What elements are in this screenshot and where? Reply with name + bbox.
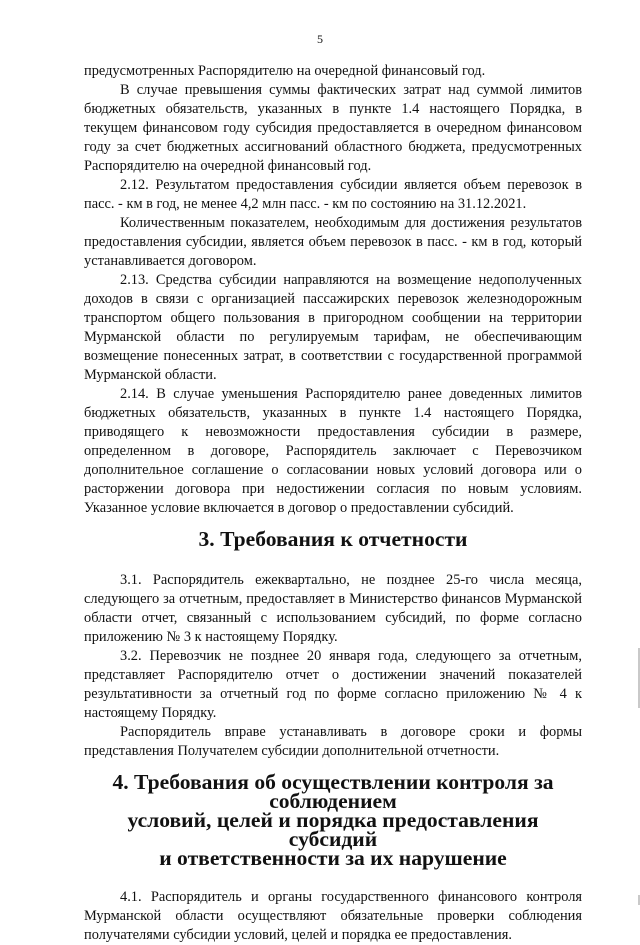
heading-line: условий, целей и порядка предоставления субсидий bbox=[127, 808, 539, 851]
heading-line: 4. Требования об осуществлении контроля за соблюдением bbox=[112, 770, 554, 813]
paragraph-2-12: 2.12. Результатом предоставления субсидии является объем перевозок в пасс. - км в год, не менее 4,2 млн пасс. - км по состоянию на 31.12.2021. bbox=[84, 177, 582, 212]
paragraph-3-2: 3.2. Перевозчик не позднее 20 января года, следующего за отчетным, представляет Распорядителю отчет о достижении значений показателей результативности за отчетный год по форме согласно приложению № 4 к настоящему Порядку. bbox=[84, 648, 582, 721]
page-number: 5 bbox=[317, 32, 323, 46]
heading-line: и ответственности за их нарушение bbox=[159, 846, 507, 870]
paragraph: Количественным показателем, необходимым для достижения результатов предоставления субсидии, является объем перевозок в пасс. - км в год, который устанавливается договором. bbox=[84, 215, 582, 269]
section-2-continuation bbox=[84, 62, 582, 518]
section-heading-3: 3. Требования к отчетности bbox=[198, 527, 468, 551]
section-4 bbox=[84, 888, 582, 945]
paragraph-4-1: 4.1. Распорядитель и органы государственного финансового контроля Мурманской области осуществляют обязательные проверки соблюдения получателями субсидии условий, целей и порядка ее предоставления. bbox=[84, 889, 582, 943]
section-3 bbox=[84, 571, 582, 761]
paragraph-3-1: 3.1. Распорядитель ежеквартально, не позднее 25-го числа месяца, следующего за отчетным, предоставляет в Министерство финансов Мурманской области отчет, связанный с использованием субсидий, по форме согласно приложению № 3 к настоящему Порядку. bbox=[84, 572, 582, 645]
paragraph: Распорядитель вправе устанавливать в договоре сроки и формы представления Получателем субсидии дополнительной отчетности. bbox=[84, 724, 582, 759]
paragraph-2-14: 2.14. В случае уменьшения Распорядителю ранее доведенных лимитов бюджетных обязательств, указанных в пункте 1.4 настоящего Порядка, приводящего к невозможности предоставления субсидии в размере, определенном в договоре, Распорядитель заключает с Перевозчиком дополнительное соглашение о согласовании новых условий договора или о расторжении договора при недостижении согласия по новым условиям. Указанное условие включается в договор о предоставлении субсидий. bbox=[84, 386, 582, 516]
paragraph-2-13: 2.13. Средства субсидии направляются на возмещение недополученных доходов в связи с организацией пассажирских перевозок железнодорожным транспортом общего пользования в пригородном сообщении на территории Мурманской области по регулируемым тарифам, не обеспечивающим возмещение понесенных затрат, в соответствии с государственной программой Мурманской области. bbox=[84, 272, 582, 383]
document-body bbox=[84, 62, 582, 945]
paragraph: предусмотренных Распорядителю на очередной финансовый год. bbox=[84, 63, 486, 79]
paragraph: В случае превышения суммы фактических затрат над суммой лимитов бюджетных обязательств, указанных в пункте 1.4 настоящего Порядка, в текущем финансовом году субсидия предоставляется в очередном финансовом году за счет бюджетных ассигнований областного бюджета, предусмотренных Распорядителю на очередной финансовый год. bbox=[84, 82, 582, 174]
section-heading-4 bbox=[84, 770, 582, 870]
